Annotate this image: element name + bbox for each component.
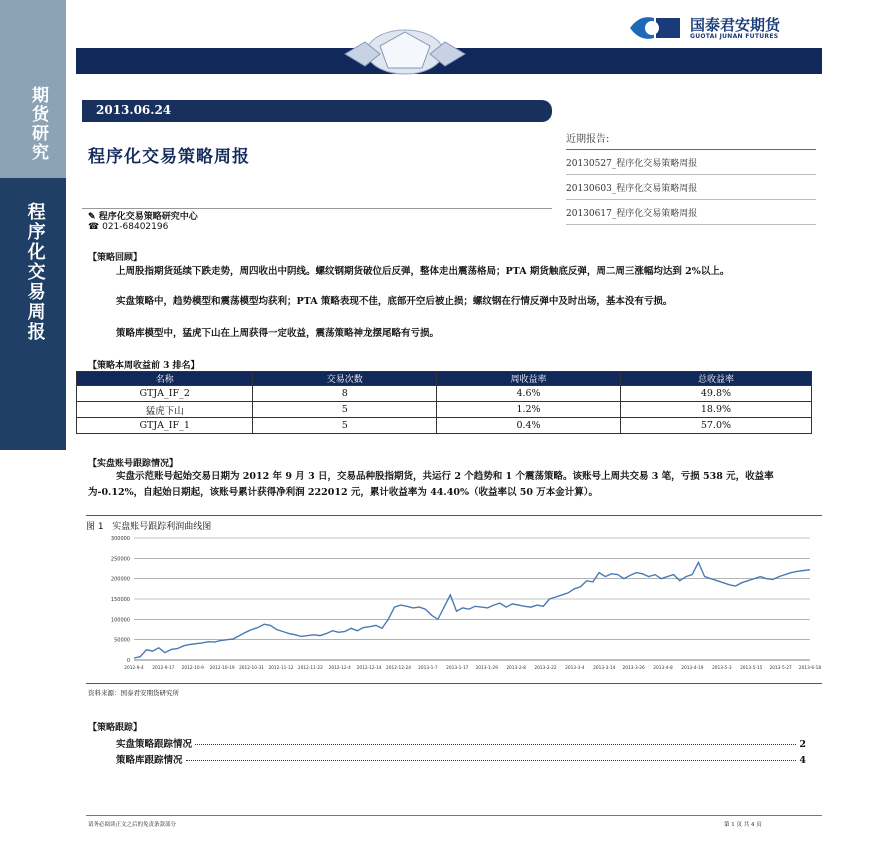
x-tick-label: 2013-6-18 bbox=[798, 666, 822, 671]
section-heading-tracking: 【策略跟踪】 bbox=[88, 723, 143, 733]
x-tick-label: 2013-4-8 bbox=[653, 666, 673, 671]
divider bbox=[86, 683, 822, 684]
x-tick-label: 2013-5-3 bbox=[712, 666, 732, 671]
ranking-table bbox=[76, 371, 812, 434]
company-name-cn: 国泰君安期货 bbox=[690, 16, 781, 34]
review-paragraph-1: 上周股指期货延续下跌走势，周四收出中阴线。螺纹钢期货破位后反弹，整体走出震荡格局；PTA 期货触底反弹，周二周三涨幅均达到 2%以上。 bbox=[116, 266, 730, 277]
recent-report-link[interactable]: 20130527_程序化交易策略周报 bbox=[566, 150, 816, 175]
table-row bbox=[77, 418, 812, 434]
recent-reports bbox=[566, 130, 816, 225]
section-heading-ranking: 【策略本周收益前 3 排名】 bbox=[88, 361, 200, 371]
table-row bbox=[77, 402, 812, 418]
x-tick-label: 2012-12-4 bbox=[328, 666, 351, 671]
review-paragraph-3: 策略库模型中，猛虎下山在上周获得一定收益，震荡策略神龙摆尾略有亏损。 bbox=[116, 328, 440, 339]
table-cell: 8 bbox=[253, 386, 437, 402]
x-tick-label: 2013-1-7 bbox=[418, 666, 438, 671]
section-heading-live-account: 【实盘账号跟踪情况】 bbox=[88, 459, 179, 469]
y-tick-label: 50000 bbox=[114, 637, 130, 644]
profit-series-line bbox=[134, 562, 810, 658]
x-tick-label: 2012-12-14 bbox=[356, 666, 382, 671]
x-tick-label: 2013-4-19 bbox=[681, 666, 704, 671]
phone-icon: ☎ bbox=[88, 222, 100, 232]
x-tick-label: 2012-10-9 bbox=[181, 666, 204, 671]
table-header-row bbox=[77, 372, 812, 386]
table-cell: 0.4% bbox=[437, 418, 621, 434]
column-header: 周收益率 bbox=[437, 372, 621, 386]
report-title: 程序化交易策略周报 bbox=[88, 147, 250, 167]
review-paragraph-2: 实盘策略中，趋势模型和震荡模型均获利；PTA 策略表现不佳，底部开空后被止损；螺纹钢在行情反弹中及时出场，基本没有亏损。 bbox=[116, 296, 673, 307]
toc-leader bbox=[195, 744, 796, 745]
column-header: 交易次数 bbox=[253, 372, 437, 386]
recent-report-link[interactable]: 20130617_程序化交易策略周报 bbox=[566, 200, 816, 225]
column-header: 名称 bbox=[77, 372, 253, 386]
table-cell: 猛虎下山 bbox=[77, 402, 253, 418]
y-tick-label: 250000 bbox=[110, 556, 130, 563]
toc-entry-label: 实盘策略跟踪情况 bbox=[116, 739, 193, 750]
x-tick-label: 2013-3-26 bbox=[622, 666, 645, 671]
table-cell: 4.6% bbox=[437, 386, 621, 402]
x-tick-label: 2012-11-12 bbox=[268, 666, 294, 671]
toc-entry-page: 4 bbox=[799, 755, 806, 766]
report-date-bar bbox=[82, 100, 552, 122]
footer-disclaimer: 请务必阅读正文之后的免责条款部分 bbox=[88, 822, 177, 828]
column-header: 总收益率 bbox=[620, 372, 811, 386]
y-tick-label: 100000 bbox=[110, 617, 130, 624]
research-center-name: 程序化交易策略研究中心 bbox=[98, 212, 198, 222]
research-center bbox=[88, 209, 198, 222]
company-name-en: GUOTAI JUNAN FUTURES bbox=[690, 33, 779, 40]
table-cell: 18.9% bbox=[620, 402, 811, 418]
profit-line-chart bbox=[86, 530, 822, 680]
toc-leader bbox=[186, 760, 797, 761]
x-tick-label: 2013-3-4 bbox=[565, 666, 585, 671]
toc-entry[interactable] bbox=[116, 752, 806, 766]
report-date: 2013.06.24 bbox=[96, 103, 172, 117]
diamond-graphic bbox=[330, 24, 480, 76]
toc-entry[interactable] bbox=[116, 736, 806, 750]
live-account-paragraph: 实盘示范账号起始交易日期为 2012 年 9 月 3 日，交易品种股指期货，共运行 2 个趋势和 1 个震荡策略。该账号上周共交易 3 笔，亏损 538 元，收益率为-0.12%，自起始日期起，该账号累计获得净利润 222012 元，累计收益率为 44.40%（收益率以 50 万本金计算）。 bbox=[88, 471, 774, 498]
phone-number: 021-68402196 bbox=[102, 222, 169, 232]
section-heading-review: 【策略回顾】 bbox=[88, 253, 143, 263]
y-tick-label: 300000 bbox=[110, 536, 130, 542]
x-tick-label: 2013-3-14 bbox=[593, 666, 616, 671]
x-tick-label: 2012-10-19 bbox=[209, 666, 235, 671]
y-tick-label: 0 bbox=[126, 658, 130, 664]
y-tick-label: 150000 bbox=[110, 597, 130, 603]
recent-reports-heading: 近期报告: bbox=[566, 130, 816, 150]
table-cell: GTJA_IF_2 bbox=[77, 386, 253, 402]
x-tick-label: 2012-9-4 bbox=[124, 666, 144, 671]
footer-divider bbox=[86, 815, 822, 816]
x-tick-label: 2012-12-24 bbox=[386, 666, 412, 671]
x-tick-label: 2013-5-15 bbox=[740, 666, 763, 671]
x-tick-label: 2013-1-29 bbox=[475, 666, 498, 671]
y-tick-label: 200000 bbox=[110, 576, 130, 583]
company-logo-icon bbox=[626, 14, 684, 42]
x-tick-label: 2013-2-22 bbox=[534, 666, 557, 671]
table-cell: 5 bbox=[253, 418, 437, 434]
figure-source: 资料来源：国泰君安期货研究所 bbox=[88, 689, 179, 697]
recent-report-link[interactable]: 20130603_程序化交易策略周报 bbox=[566, 175, 816, 200]
figure-number: 图 1 bbox=[86, 522, 104, 532]
sidebar-category-label: 期货研究 bbox=[28, 86, 48, 162]
table-row bbox=[77, 386, 812, 402]
pen-icon: ✎ bbox=[88, 212, 96, 222]
toc-entry-page: 2 bbox=[799, 739, 806, 750]
contact-phone bbox=[88, 222, 168, 232]
table-cell: GTJA_IF_1 bbox=[77, 418, 253, 434]
x-tick-label: 2013-2-8 bbox=[506, 666, 526, 671]
table-cell: 1.2% bbox=[437, 402, 621, 418]
figure-title: 实盘账号跟踪利润曲线图 bbox=[112, 522, 212, 532]
x-tick-label: 2013-5-27 bbox=[769, 666, 792, 671]
footer-page-number: 第 1 页 共 4 页 bbox=[724, 822, 762, 828]
table-cell: 49.8% bbox=[620, 386, 811, 402]
x-tick-label: 2013-1-17 bbox=[446, 666, 469, 671]
x-tick-label: 2012-10-31 bbox=[239, 666, 265, 671]
table-cell: 57.0% bbox=[620, 418, 811, 434]
x-tick-label: 2012-11-22 bbox=[297, 666, 323, 671]
table-cell: 5 bbox=[253, 402, 437, 418]
sidebar-report-type-label: 程序化交易周报 bbox=[24, 202, 46, 342]
toc-entry-label: 策略库跟踪情况 bbox=[116, 755, 183, 766]
x-tick-label: 2012-9-17 bbox=[152, 666, 175, 671]
